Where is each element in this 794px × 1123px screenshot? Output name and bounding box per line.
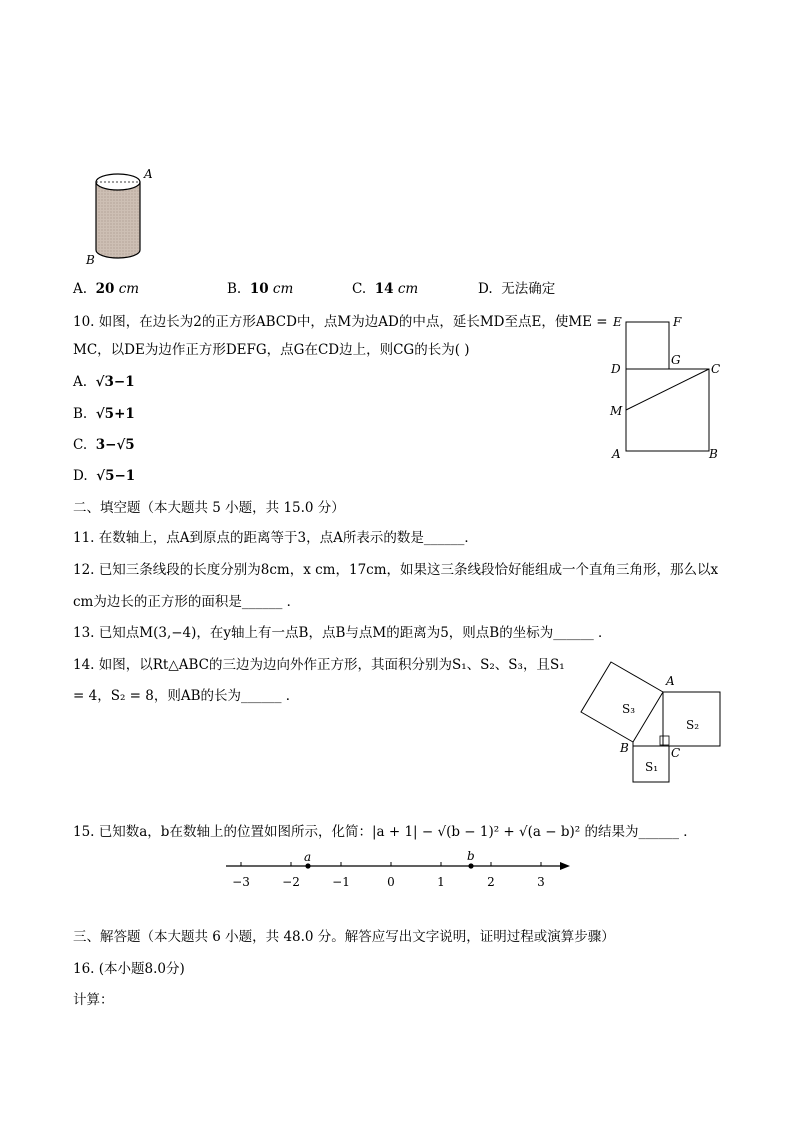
q14-line2: = 4，S₂ = 8，则AB的长为______ ．: [73, 688, 300, 704]
q11: 11. 在数轴上，点A到原点的距离等于3，点A所表示的数是______．: [73, 530, 478, 546]
point-a-label: A: [144, 167, 153, 181]
number-line-tick-label: −1: [332, 875, 350, 889]
svg-text:S₃: S₃: [622, 702, 636, 716]
svg-text:G: G: [671, 353, 681, 367]
svg-text:C: C: [711, 362, 721, 376]
number-line-tick-label: −2: [282, 875, 300, 889]
cylinder-body: [96, 182, 140, 258]
point-a-dot: [305, 863, 310, 868]
svg-text:E: E: [613, 315, 622, 329]
svg-text:F: F: [673, 315, 682, 329]
point-a-label: a: [304, 850, 312, 864]
q15-text: 15. 已知数a，b在数轴上的位置如图所示，化简：|a + 1| − √(b − 1)² + √(a − b)² 的结果为______ ．: [73, 824, 697, 840]
q10-option-a: A. √3−1: [73, 374, 135, 390]
point-b-label: B: [86, 253, 95, 267]
svg-text:A: A: [612, 447, 621, 460]
q14-line1: 14. 如图，以Rt△ABC的三边为边向外作正方形，其面积分别为S₁、S₂、S₃，且S₁: [73, 657, 565, 673]
number-line-tick-label: 0: [387, 875, 395, 889]
q9-option-a: A. 20 cm: [73, 281, 140, 297]
q9-option-b: B. 10 cm: [227, 281, 294, 297]
svg-text:B: B: [620, 741, 629, 755]
square-figure: [605, 310, 725, 460]
q10-line2: MC，以DE为边作正方形DEFG，点G在CD边上，则CG的长为( ): [73, 342, 470, 358]
section-3-heading: 三、解答题（本大题共 6 小题，共 48.0 分。解答应写出文字说明，证明过程或演算步骤）: [73, 929, 615, 945]
svg-text:A: A: [666, 674, 675, 688]
q9-option-c: C. 14 cm: [352, 281, 419, 297]
svg-text:D: D: [611, 362, 621, 376]
pythagoras-figure: [578, 650, 728, 790]
section-2-heading: 二、填空题（本大题共 5 小题，共 15.0 分）: [73, 500, 345, 516]
q16-instruction: 计算：: [73, 992, 114, 1008]
number-line-tick-label: 1: [437, 875, 445, 889]
svg-text:S₁: S₁: [645, 760, 659, 774]
point-b-label: b: [467, 849, 475, 863]
svg-text:S₂: S₂: [686, 718, 700, 732]
cylinder-figure: [80, 160, 160, 270]
number-line: [220, 845, 580, 895]
svg-text:M: M: [610, 404, 623, 418]
number-line-tick-label: −3: [232, 875, 250, 889]
q12-line2: cm为边长的正方形的面积是______ ．: [73, 594, 301, 610]
q10-option-d: D. √5−1: [73, 468, 136, 484]
q13: 13. 已知点M(3,−4)，在y轴上有一点B，点B与点M的距离为5，则点B的坐标为______ ．: [73, 625, 612, 641]
q10-option-b: B. √5+1: [73, 406, 135, 422]
svg-text:C: C: [671, 746, 681, 760]
q10-line1: 10. 如图，在边长为2的正方形ABCD中，点M为边AD的中点，延长MD至点E，使ME =: [73, 314, 608, 330]
q12-line1: 12. 已知三条线段的长度分别为8cm，x cm，17cm，如果这三条线段恰好能组成一个直角三角形，那么以x: [73, 562, 719, 578]
q10-option-c: C. 3−√5: [73, 437, 135, 453]
q9-option-d: D. 无法确定: [478, 281, 556, 297]
svg-text:B: B: [709, 447, 718, 460]
number-line-tick-label: 3: [537, 875, 545, 889]
q16-title: 16. (本小题8.0分): [73, 961, 185, 977]
number-line-tick-label: 2: [487, 875, 495, 889]
point-b-dot: [468, 863, 473, 868]
